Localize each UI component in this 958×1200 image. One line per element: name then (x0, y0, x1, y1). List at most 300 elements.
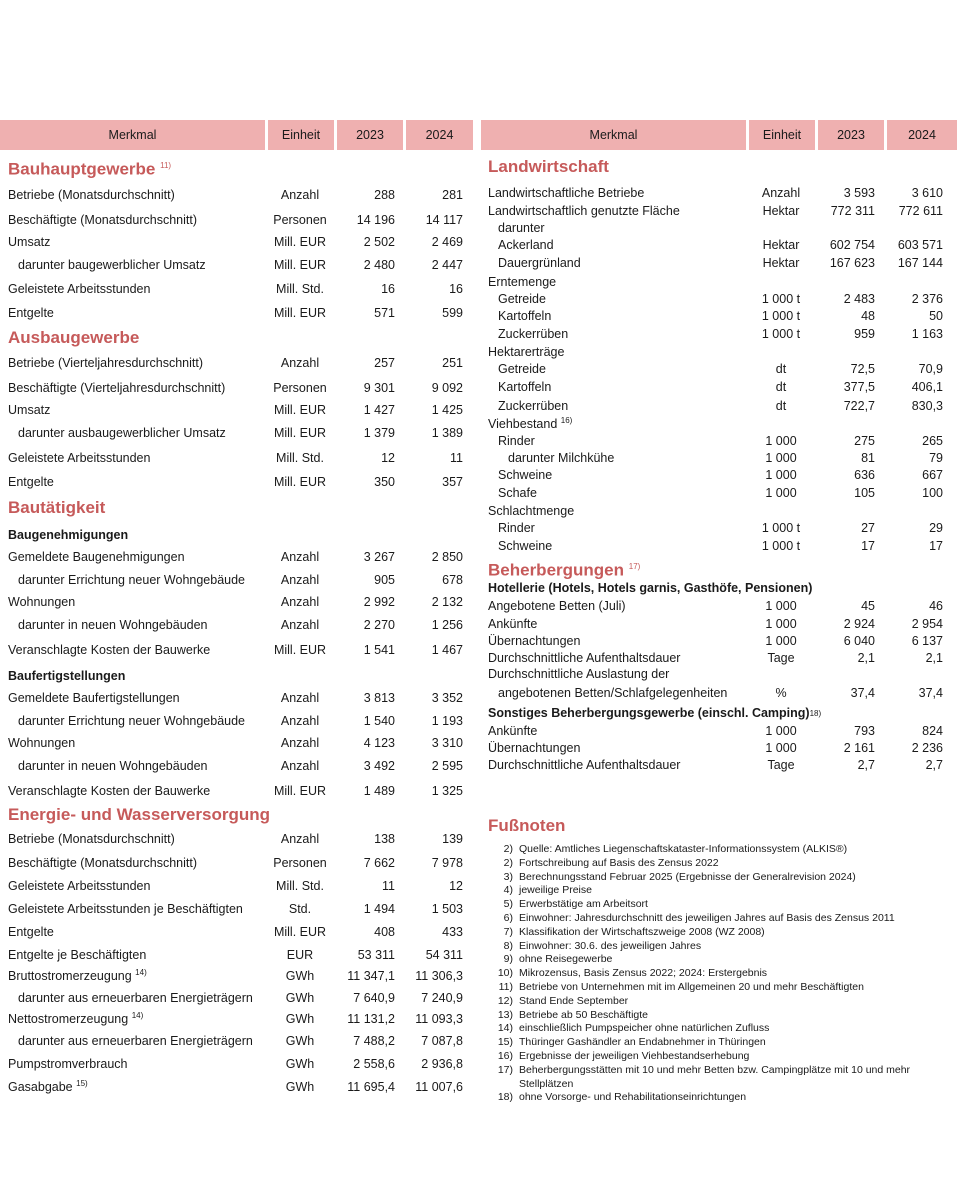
unit-cell: Mill. EUR (273, 235, 327, 249)
row-label (0, 968, 147, 983)
value-2024: 11 093,3 (415, 1012, 463, 1026)
value-2023: 9 301 (363, 380, 395, 395)
row-label-text: Landwirtschaftliche Betriebe (488, 185, 645, 200)
row-label-text: Viehbestand (488, 417, 558, 432)
row-label-text: Veranschlagte Kosten der Bauwerke (8, 783, 211, 798)
value-2023: 3 267 (363, 550, 395, 564)
unit-cell: 1 000 t (761, 326, 801, 341)
row-label (0, 381, 225, 395)
row-label-text: Entgelte (8, 306, 54, 320)
table-row (0, 252, 474, 277)
table-row (481, 415, 958, 432)
table-row (481, 756, 958, 773)
table-row (481, 202, 958, 219)
value-2023: 1 541 (363, 643, 395, 657)
row-label (481, 345, 564, 359)
row-label (481, 758, 680, 772)
footnote-ref: 14) (135, 968, 147, 978)
value-2023: 959 (854, 326, 875, 341)
right-table-header (481, 120, 958, 150)
value-2024: 14 117 (425, 212, 463, 227)
section-heading (0, 494, 474, 522)
row-label (0, 573, 245, 587)
section-heading-label: Bauhauptgewerbe (8, 159, 156, 179)
row-label-text: darunter aus erneuerbaren Energieträgern (18, 990, 253, 1005)
row-label-text: Geleistete Arbeitsstunden (8, 282, 151, 296)
row-label-text: Wohnungen (8, 736, 76, 750)
value-2023: 2 270 (363, 617, 395, 632)
value-2023: 11 695,4 (347, 1079, 395, 1094)
footnote-number: 6) (503, 911, 513, 924)
header-2024: 2024 (887, 120, 957, 150)
row-label (481, 451, 614, 465)
value-2024: 37,4 (918, 686, 943, 700)
footnote-number: 5) (503, 898, 513, 911)
unit-cell: Mill. EUR (273, 783, 327, 798)
footnote-item (488, 967, 953, 981)
footnote-text: Betriebe von Unternehmen mit im Allgemeinen 20 und mehr Beschäftigten (519, 980, 864, 993)
section-heading-label: Beherbergungen (488, 560, 625, 580)
table-row (481, 502, 958, 519)
table-row (0, 301, 474, 325)
value-2024: 603 571 (897, 237, 943, 252)
value-2023: 53 311 (357, 947, 395, 962)
footnote-number: 14) (497, 1022, 513, 1035)
table-row (481, 183, 958, 202)
row-label (481, 686, 727, 700)
value-2023: 905 (374, 572, 395, 587)
footnote-ref: 11) (160, 161, 172, 170)
value-2024: 281 (442, 187, 463, 202)
table-row (0, 1029, 474, 1052)
section-heading (0, 150, 474, 182)
footnote-item (488, 940, 953, 954)
footnote-number: 8) (503, 939, 513, 952)
footnote-ref: 16) (560, 415, 573, 425)
value-2024: 167 144 (897, 256, 943, 270)
value-2023: 3 813 (363, 691, 395, 705)
row-label-text: darunter Errichtung neuer Wohngebäude (18, 713, 246, 728)
header-einheit: Einheit (268, 120, 334, 150)
footnotes-title: Fußnoten (488, 816, 566, 835)
row-label-text: darunter Milchkühe (508, 450, 615, 465)
row-label-text: Beschäftigte (Monatsdurchschnitt) (8, 212, 197, 227)
table-row (481, 632, 958, 649)
unit-cell: Mill. EUR (273, 643, 327, 657)
footnote-text: Thüringer Gashändler an Endabnehmer in Thüringen (519, 1036, 766, 1049)
row-label (0, 188, 175, 202)
value-2024: 70,9 (918, 362, 943, 376)
unit-cell: GWh (285, 1056, 315, 1071)
row-label-text: Betriebe (Monatsdurchschnitt) (8, 832, 175, 846)
section-heading-label: Landwirtschaft (488, 157, 609, 176)
unit-cell: GWh (285, 990, 315, 1005)
table-row (0, 445, 474, 470)
row-label (0, 948, 146, 962)
row-label-text: darunter in neuen Wohngebäuden (18, 758, 208, 773)
footnotes (488, 816, 953, 1105)
unit-cell: Std. (288, 901, 312, 916)
value-2024: 357 (442, 475, 463, 489)
subsection-heading (481, 704, 958, 722)
row-label (0, 306, 54, 320)
footnote-number: 3) (503, 870, 513, 883)
row-label-text: Rinder (498, 520, 535, 535)
value-2024: 7 978 (431, 855, 463, 870)
footnote-text: Ergebnisse der jeweiligen Viehbestandserhebung (519, 1049, 750, 1062)
value-2023: 105 (854, 485, 875, 500)
footnote-item (488, 995, 953, 1009)
row-label (481, 309, 551, 323)
unit-cell: Personen (273, 212, 327, 227)
value-2024: 9 092 (431, 380, 463, 395)
unit-cell: 1 000 (765, 433, 797, 448)
table-row (481, 290, 958, 307)
header-2023: 2023 (818, 120, 884, 150)
table-row (0, 778, 474, 803)
table-row (481, 449, 958, 466)
footnote-ref: 17) (628, 562, 641, 571)
footnote-text: Quelle: Amtliches Liegenschaftskataster-Informationssystem (ALKIS®) (519, 843, 848, 855)
footnote-item (488, 1036, 953, 1050)
value-2023: 12 (381, 450, 395, 465)
value-2023: 408 (374, 924, 395, 939)
row-label (0, 879, 150, 893)
table-row (481, 536, 958, 555)
value-2023: 1 379 (363, 425, 395, 440)
value-2023: 2 502 (363, 235, 395, 249)
value-2023: 3 593 (843, 185, 875, 200)
table-row (0, 592, 474, 612)
row-label-text: Schafe (498, 485, 537, 500)
unit-cell: Anzahl (280, 595, 320, 609)
value-2024: 1 163 (911, 326, 943, 341)
row-label-text: darunter in neuen Wohngebäuden (18, 617, 208, 632)
unit-cell: Tage (767, 757, 795, 772)
unit-cell: 1 000 (765, 723, 797, 738)
table-row (0, 1052, 474, 1075)
row-label-text: Entgelte (8, 475, 54, 489)
row-label (481, 634, 580, 648)
unit-cell: Mill. Std. (276, 878, 324, 893)
unit-cell: Tage (767, 650, 795, 665)
unit-cell: 1 000 t (761, 308, 801, 323)
unit-cell: Mill. EUR (273, 924, 327, 939)
value-2024: 1 467 (431, 643, 463, 657)
footnote-text: Mikrozensus, Basis Zensus 2022; 2024: Erstergebnis (519, 967, 768, 980)
row-label-text: Gemeldete Baugenehmigungen (8, 550, 185, 564)
row-label-text: Rinder (498, 433, 535, 448)
value-2023: 2 558,6 (353, 1056, 395, 1071)
subsection-heading (0, 522, 474, 547)
value-2024: 2 447 (431, 257, 463, 272)
unit-cell: Personen (273, 855, 327, 870)
value-2023: 377,5 (843, 380, 875, 394)
value-2023: 1 427 (363, 403, 395, 417)
row-label (0, 856, 197, 870)
value-2023: 602 754 (829, 237, 875, 252)
row-label (481, 238, 554, 252)
row-label-text: Umsatz (8, 235, 51, 249)
table-row (0, 827, 474, 851)
row-label (0, 595, 75, 609)
row-label (0, 832, 175, 846)
row-label (0, 784, 210, 798)
value-2024: 1 256 (431, 617, 463, 632)
row-label-text: Durchschnittliche Auslastung der (488, 667, 670, 681)
footnote-text: Beherbergungsstätten mit 10 und mehr Betten bzw. Campingplätze mit 10 und mehr Stellplätzen (519, 1063, 911, 1090)
footnote-item (488, 898, 953, 912)
row-label-text: Nettostromerzeugung (8, 1012, 129, 1027)
subsection-heading (481, 579, 958, 597)
row-label (481, 504, 574, 518)
value-2024: 433 (442, 924, 463, 939)
row-label (481, 521, 535, 535)
subsection-label: Baugenehmigungen (8, 527, 129, 542)
value-2024: 6 137 (911, 633, 943, 648)
footnote-text: Stand Ende September (519, 994, 629, 1007)
footnote-item (488, 1064, 953, 1092)
footnote-text: Einwohner: 30.6. des jeweiligen Jahres (519, 939, 702, 952)
right-table (481, 150, 958, 773)
row-label (0, 1034, 253, 1048)
row-label-text: Kartoffeln (498, 380, 552, 394)
unit-cell: Mill. EUR (273, 425, 327, 440)
value-2023: 571 (374, 306, 395, 320)
table-row (481, 378, 958, 396)
unit-cell: GWh (285, 1033, 315, 1048)
footnote-number: 18) (497, 1091, 513, 1104)
unit-cell: Mill. EUR (273, 306, 327, 320)
value-2023: 1 540 (363, 713, 395, 728)
row-label-text: Pumpstromverbrauch (8, 1056, 128, 1071)
row-label-text: Durchschnittliche Aufenthaltsdauer (488, 757, 681, 772)
value-2023: 1 489 (363, 783, 395, 798)
subsection-heading (0, 663, 474, 688)
header-2024: 2024 (406, 120, 473, 150)
section-heading (481, 150, 958, 183)
row-label (481, 539, 552, 553)
unit-cell: Anzahl (761, 185, 801, 200)
table-row (0, 851, 474, 874)
unit-cell: 1 000 (765, 740, 797, 755)
value-2023: 7 640,9 (353, 990, 395, 1005)
row-label-text: Schlachtmenge (488, 503, 575, 518)
value-2023: 27 (861, 520, 875, 535)
footnote-item (488, 843, 953, 857)
value-2024: 2,1 (925, 650, 943, 665)
value-2024: 54 311 (425, 947, 463, 962)
row-label (481, 741, 580, 755)
value-2023: 7 662 (363, 855, 395, 870)
table-row (0, 420, 474, 445)
table-row (0, 688, 474, 708)
table-row (481, 682, 958, 704)
row-label-text: darunter baugewerblicher Umsatz (18, 257, 206, 272)
section-heading (481, 555, 958, 579)
value-2023: 11 131,2 (347, 1012, 395, 1026)
row-label-text: Ankünfte (488, 723, 538, 738)
unit-cell: dt (775, 380, 787, 394)
row-label (0, 643, 210, 657)
value-2024: 11 306,3 (415, 969, 463, 983)
value-2024: 2 469 (431, 235, 463, 249)
value-2023: 45 (861, 599, 875, 613)
unit-cell: 1 000 (765, 450, 797, 465)
row-label-text: Entgelte je Beschäftigten (8, 947, 147, 962)
row-label-text: Schweine (498, 467, 553, 482)
value-2024: 251 (442, 356, 463, 370)
table-row (0, 351, 474, 375)
row-label-text: Umsatz (8, 403, 51, 417)
footnote-item (488, 871, 953, 885)
unit-cell: Mill. Std. (276, 282, 324, 296)
value-2024: 17 (929, 538, 943, 553)
value-2024: 79 (929, 450, 943, 465)
table-row (481, 432, 958, 449)
table-row (481, 343, 958, 360)
row-label-text: Geleistete Arbeitsstunden (8, 878, 151, 893)
unit-cell: Mill. EUR (273, 403, 327, 417)
unit-cell: dt (775, 362, 787, 376)
table-row (481, 219, 958, 236)
row-label-text: Durchschnittliche Aufenthaltsdauer (488, 650, 681, 665)
value-2024: 1 389 (431, 425, 463, 440)
footnote-number: 2) (503, 856, 513, 869)
row-label-text: Gemeldete Baufertigstellungen (8, 691, 180, 705)
row-label (0, 902, 243, 916)
unit-cell: % (775, 686, 787, 700)
row-label (481, 256, 581, 270)
unit-cell: Mill. Std. (276, 450, 324, 465)
row-label (0, 258, 206, 272)
row-label-text: Getreide (498, 291, 546, 306)
row-label-text: Übernachtungen (488, 740, 581, 755)
value-2023: 1 494 (363, 901, 395, 916)
value-2024: 1 425 (431, 403, 463, 417)
unit-cell: 1 000 (765, 616, 797, 631)
table-row (481, 360, 958, 378)
footnote-ref: 14) (131, 1011, 144, 1021)
value-2023: 257 (374, 356, 395, 370)
value-2024: 100 (922, 485, 943, 500)
row-label-text: darunter (498, 220, 545, 235)
unit-cell: Anzahl (280, 617, 320, 632)
value-2023: 2,7 (857, 757, 875, 772)
unit-cell: Personen (273, 380, 327, 395)
unit-cell: Anzahl (280, 713, 320, 728)
value-2024: 11 (450, 450, 463, 465)
value-2024: 1 325 (431, 783, 463, 798)
value-2023: 14 196 (356, 212, 395, 227)
value-2024: 7 240,9 (421, 990, 463, 1005)
unit-cell: Anzahl (280, 187, 320, 202)
value-2024: 1 503 (431, 901, 463, 916)
footnote-number: 17) (497, 1063, 513, 1076)
table-row (481, 307, 958, 324)
value-2023: 72,5 (850, 362, 875, 376)
table-row (481, 466, 958, 483)
row-label-text: Kartoffeln (498, 308, 552, 323)
row-label (0, 282, 150, 296)
row-label-text: Geleistete Arbeitsstunden je Beschäftigten (8, 901, 243, 916)
table-row (0, 470, 474, 494)
value-2024: 11 007,6 (415, 1079, 463, 1094)
subsection-label: Hotellerie (Hotels, Hotels garnis, Gasthöfe, Pensionen) (488, 581, 813, 595)
value-2024: 1 193 (431, 713, 463, 728)
row-label (0, 691, 180, 705)
value-2023: 288 (374, 187, 395, 202)
row-label (481, 327, 568, 341)
row-label-text: Übernachtungen (488, 633, 581, 648)
row-label-text: angebotenen Betten/Schlafgelegenheiten (498, 686, 728, 700)
value-2024: 2 236 (911, 740, 943, 755)
row-label-text: Dauergrünland (498, 256, 581, 270)
footnote-text: Klassifikation der Wirtschaftszweige 2008 (WZ 2008) (519, 925, 765, 938)
table-row (0, 708, 474, 733)
unit-cell: 1 000 (765, 467, 797, 482)
footnote-text: Fortschreibung auf Basis des Zensus 2022 (519, 856, 719, 869)
table-row (0, 733, 474, 753)
row-label-text: Betriebe (Vierteljahresdurchschnitt) (8, 356, 204, 370)
row-label-text: Zuckerrüben (498, 398, 569, 413)
row-label-text: Ackerland (498, 237, 554, 252)
unit-cell: Mill. EUR (273, 257, 327, 272)
footnote-number: 7) (503, 925, 513, 938)
value-2024: 406,1 (911, 380, 943, 394)
table-row (0, 232, 474, 252)
value-2023: 37,4 (850, 686, 875, 700)
row-label (0, 618, 208, 632)
table-row (0, 966, 474, 986)
value-2023: 2 992 (363, 595, 395, 609)
subsection-label: Baufertigstellungen (8, 668, 126, 683)
unit-cell: 1 000 (765, 599, 797, 613)
row-label (481, 362, 546, 376)
value-2023: 2 924 (843, 616, 875, 631)
footnote-number: 16) (497, 1049, 513, 1062)
value-2023: 7 488,2 (353, 1033, 395, 1048)
footnote-number: 15) (497, 1036, 513, 1049)
section-heading-label: Ausbaugewerbe (8, 328, 140, 347)
table-row (481, 396, 958, 415)
footnote-number: 4) (503, 884, 513, 897)
value-2023: 350 (374, 475, 395, 489)
section-heading (0, 803, 474, 827)
footnote-text: Berechnungsstand Februar 2025 (Ergebnisse der Generalrevision 2024) (519, 870, 856, 883)
row-label (0, 235, 50, 249)
unit-cell: Anzahl (280, 832, 320, 846)
unit-cell: 1 000 (765, 485, 797, 500)
row-label-text: Angebotene Betten (Juli) (488, 599, 626, 613)
row-label-text: darunter ausbaugewerblicher Umsatz (18, 425, 226, 440)
footnote-item (488, 912, 953, 926)
unit-cell: Hektar (762, 237, 800, 252)
value-2023: 6 040 (843, 633, 875, 648)
table-row (0, 1075, 474, 1098)
table-row (0, 753, 474, 778)
value-2023: 11 347,1 (347, 969, 395, 983)
footnote-number: 2) (503, 843, 513, 855)
unit-cell: Anzahl (280, 550, 320, 564)
row-label (481, 399, 568, 413)
value-2024: 2 132 (431, 595, 463, 609)
footnote-text: Erwerbstätige am Arbeitsort (519, 898, 648, 911)
header-merkmal: Merkmal (481, 120, 746, 150)
footnote-text: Einwohner: Jahresdurchschnitt des jeweiligen Jahres auf Basis des Zensus 2011 (519, 911, 895, 924)
row-label-text: Zuckerrüben (498, 326, 569, 341)
value-2023: 167 623 (829, 256, 875, 270)
